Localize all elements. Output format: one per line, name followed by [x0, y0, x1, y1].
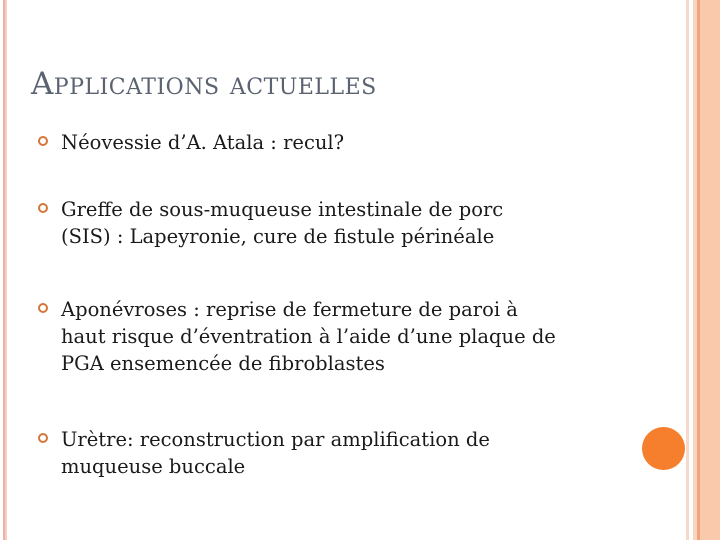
bullet-ring-icon — [38, 136, 48, 146]
bullet-text-line: Aponévroses : reprise de fermeture de paroi à — [61, 298, 518, 321]
bullet-item — [38, 426, 490, 480]
bullet-item — [38, 129, 344, 156]
bullet-text — [61, 426, 490, 480]
right-border-stripe-thin — [686, 0, 689, 540]
bullet-text — [61, 296, 556, 377]
bullet-text-line: haut risque d’éventration à l’aide d’une plaque de — [61, 325, 556, 348]
bullet-ring-icon — [38, 203, 48, 213]
bullet-text-line: Néovessie d’A. Atala : recul? — [61, 131, 345, 154]
bullet-text-line: PGA ensemencée de fibroblastes — [61, 352, 385, 375]
bullet-ring-icon — [38, 433, 48, 443]
bullet-text-line: (SIS) : Lapeyronie, cure de fistule périnéale — [61, 225, 495, 248]
slide-title: Applications actuelles — [31, 66, 377, 102]
right-border-band — [700, 0, 720, 540]
bullet-text-line: muqueuse buccale — [61, 455, 246, 478]
bullet-text-line: Greffe de sous-muqueuse intestinale de porc — [61, 198, 504, 221]
bullet-text-line: Urètre: reconstruction par amplification de — [61, 428, 490, 451]
left-border-stripe-light — [5, 0, 7, 540]
bullet-item — [38, 296, 556, 377]
bullet-ring-icon — [38, 303, 48, 313]
bullet-item — [38, 196, 503, 250]
slide-number-badge — [642, 427, 685, 470]
bullet-text — [61, 196, 503, 250]
bullet-text — [61, 129, 344, 156]
